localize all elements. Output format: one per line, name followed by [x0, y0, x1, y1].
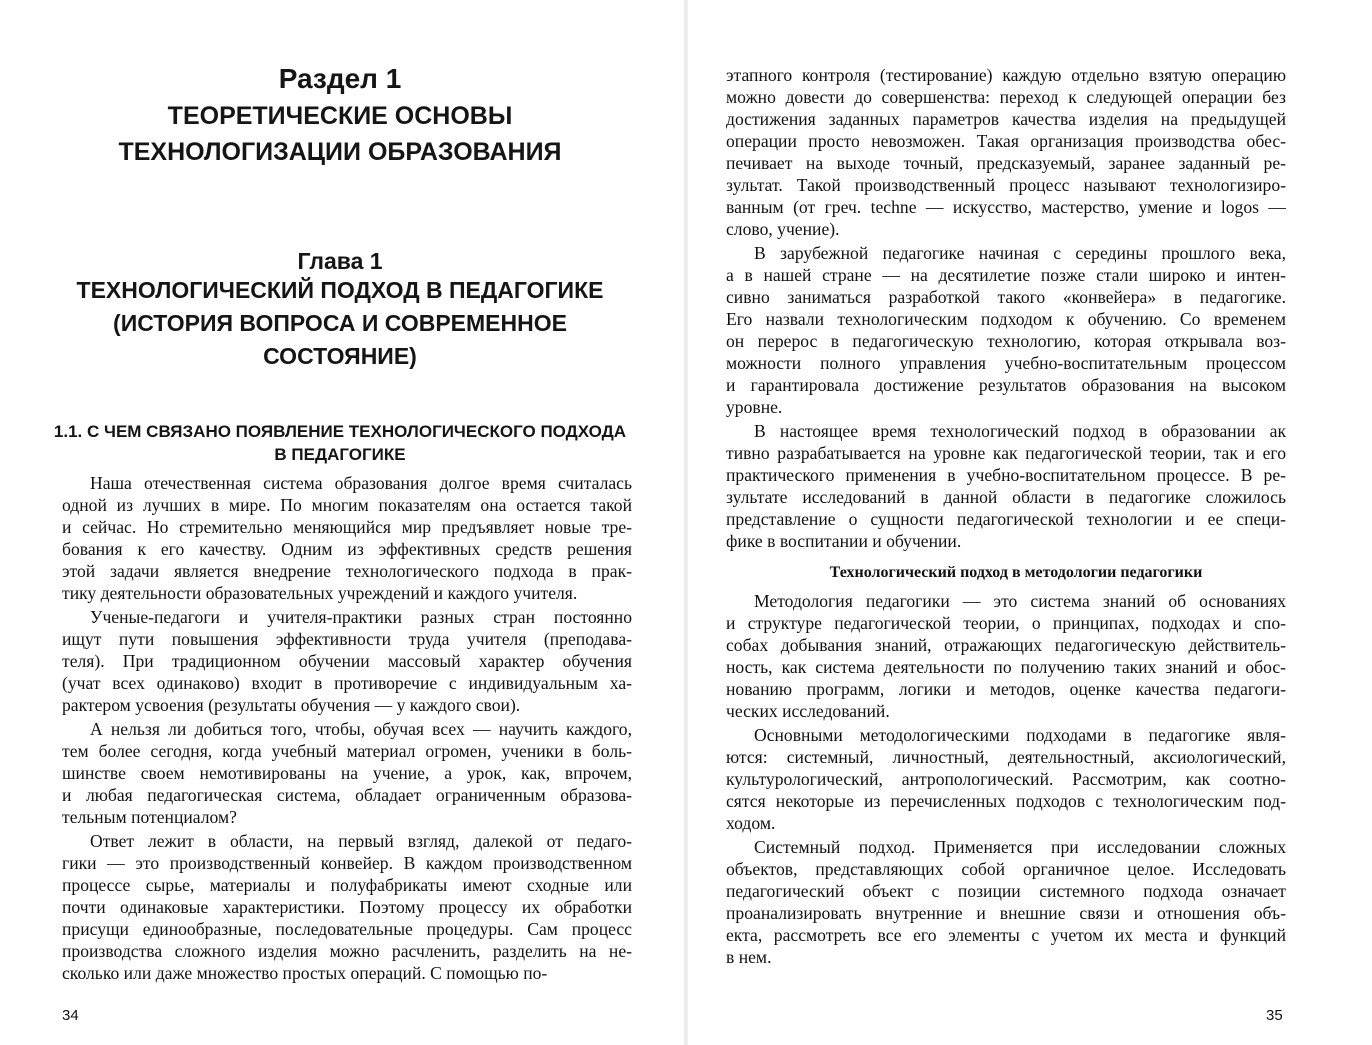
text-line: ются: системный, личностный, деятельностный, аксиологический,: [726, 747, 1286, 767]
subsection-title: [40, 420, 640, 466]
chapter-title-line: (ИСТОРИЯ ВОПРОСА И СОВРЕМЕННОЕ: [113, 310, 567, 336]
text-line: культурологический, антропологический. Рассмотрим, как соотно-: [726, 769, 1286, 789]
text-line: производства сложного изделия можно расчленить, разделить на не-: [62, 941, 632, 961]
text-line: В настоящее время технологический подход в образовании ак: [754, 421, 1286, 441]
text-line: нованию программ, логики и методов, оценке качества педагоги-: [726, 679, 1286, 699]
page-number: 34: [62, 1007, 79, 1024]
text-line: фике в воспитании и обучении.: [726, 531, 962, 551]
text-line: Ответ лежит в области, на первый взгляд, далекой от педаго-: [90, 831, 632, 851]
text-line: достижения заданных параметров качества изделия на предыдущей: [726, 109, 1286, 129]
section-number: Раздел 1: [278, 63, 402, 94]
text-line: зультате исследований в данной области в педагогике сложилось: [726, 487, 1286, 507]
subsection-heading: Технологический подход в методологии педагогики: [829, 564, 1203, 581]
text-line: присущи единообразные, последовательные процедуры. Сам процесс: [62, 919, 632, 939]
text-line: проанализировать внутренние и внешние связи и отношения объ-: [726, 903, 1286, 923]
text-line: почти одинаковые характеристики. Поэтому процессу их обработки: [62, 897, 632, 917]
text-line: можно довести до совершенства: переход к следующей операции без: [726, 87, 1286, 107]
page-number: 35: [1266, 1007, 1283, 1024]
text-line: этапного контроля (тестирование) каждую отдельно взятую операцию: [726, 65, 1286, 85]
text-line: шинстве своем немотивированы на учение, а урок, как, впрочем,: [62, 763, 632, 783]
text-line: операции просто невозможен. Такая организация производства обес-: [726, 131, 1286, 151]
text-line: тем более сегодня, когда учебный материал огромен, ученики в боль-: [62, 741, 632, 761]
text-line: екта, рассмотреть все его элементы с учетом их места и функций: [726, 925, 1286, 945]
subsection-title-line: В ПЕДАГОГИКЕ: [274, 445, 406, 464]
text-line: и сейчас. Но стремительно меняющийся мир предъявляет новые тре-: [62, 517, 632, 537]
chapter-title-line: ТЕХНОЛОГИЧЕСКИЙ ПОДХОД В ПЕДАГОГИКЕ: [76, 277, 604, 303]
right-page: [686, 0, 1372, 1045]
text-line: тивно разрабатывается на уровне как педагогической теории, так и его: [726, 443, 1286, 463]
text-line: практического применения в учебно-воспитательном процессе. В ре-: [726, 465, 1286, 485]
text-line: уровне.: [726, 397, 783, 417]
subsection-title-line: 1.1. С ЧЕМ СВЯЗАНО ПОЯВЛЕНИЕ ТЕХНОЛОГИЧЕСКОГО ПОДХОДА: [53, 422, 627, 441]
text-line: Его назвали технологическим подходом к обучению. Со временем: [726, 309, 1286, 329]
text-line: и структуре педагогической теории, о принципах, подходах и спо-: [726, 613, 1286, 633]
chapter-title: [40, 274, 640, 373]
text-line: а в нашей стране — на десятилетие позже стали широко и интен-: [726, 265, 1286, 285]
section-title: [40, 98, 640, 170]
text-line: сивно заниматься разработкой такого «конвейера» в педагогике.: [726, 287, 1286, 307]
text-line: Методология педагогики — это система знаний об основаниях: [754, 591, 1286, 611]
text-line: рактером усвоения (результаты обучения — у каждого свои).: [62, 695, 521, 715]
text-line: тику деятельности образовательных учреждений и каждого учителя.: [62, 583, 578, 603]
text-line: и гарантировала достижение результатов образования на высоком: [726, 375, 1286, 395]
text-line: в нем.: [726, 947, 772, 967]
section-title-line: ТЕХНОЛОГИЗАЦИИ ОБРАЗОВАНИЯ: [118, 138, 562, 166]
text-line: этой задачи является внедрение технологического подхода в прак-: [62, 561, 632, 581]
chapter-title-line: СОСТОЯНИЕ): [263, 343, 417, 369]
text-line: (учат всех одинаково) входит в противоречие с индивидуальным ха-: [62, 673, 632, 693]
text-line: представление о сущности педагогической технологии и ее специ-: [726, 509, 1286, 529]
text-line: Ученые-педагоги и учителя-практики разных стран постоянно: [90, 607, 632, 627]
text-line: сколько или даже множество простых операций. С помощью по-: [62, 963, 548, 983]
text-line: гики — это производственный конвейер. В каждом производственном: [62, 853, 632, 873]
text-line: зультат. Такой производственный процесс называют технологизиро-: [726, 175, 1286, 195]
text-line: теля). При традиционном обучении массовый характер обучения: [62, 651, 632, 671]
text-line: ищут пути повышения эффективности труда учителя (преподава-: [62, 629, 632, 649]
right-text-block-b: [726, 590, 1286, 968]
right-body-text: [726, 64, 1286, 968]
text-line: печивает на выходе точный, предсказуемый, заранее заданный ре-: [726, 153, 1286, 173]
text-line: ходом.: [726, 813, 776, 833]
text-line: ванным (от греч. techne — искусство, мастерство, умение и logos —: [726, 197, 1286, 217]
text-line: объектов, представляющих собой органичное целое. Исследовать: [726, 859, 1286, 879]
text-line: А нельзя ли добиться того, чтобы, обучая всех — научить каждого,: [90, 719, 632, 739]
text-line: и любая педагогическая система, обладает ограниченным образова-: [62, 785, 632, 805]
section-title-line: ТЕОРЕТИЧЕСКИЕ ОСНОВЫ: [167, 102, 513, 130]
text-line: собах добывания знаний, отражающих педагогическую действитель-: [726, 635, 1286, 655]
text-line: бования к его качеству. Одним из эффективных средств решения: [62, 539, 632, 559]
left-body-text: [62, 470, 632, 984]
text-line: Наша отечественная система образования долгое время считалась: [90, 473, 632, 493]
text-line: одной из лучших в мире. По многим показателям она остается такой: [62, 495, 632, 515]
right-text-block-a: [726, 64, 1286, 552]
text-line: Основными методологическими подходами в педагогике явля-: [754, 725, 1286, 745]
text-line: он перерос в педагогическую технологию, которая открывала воз-: [726, 331, 1286, 351]
text-line: Системный подход. Применяется при исследовании сложных: [754, 837, 1286, 857]
text-line: В зарубежной педагогике начиная с середины прошлого века,: [754, 243, 1286, 263]
chapter-number: Глава 1: [297, 248, 383, 274]
text-line: тельным потенциалом?: [62, 807, 237, 827]
text-line: ческих исследований.: [726, 701, 890, 721]
text-line: сятся некоторые из перечисленных подходов с технологическим под-: [726, 791, 1286, 811]
text-line: ность, как система деятельности по получению таких знаний и обос-: [726, 657, 1286, 677]
text-line: можности полного управления учебно-воспитательным процессом: [726, 353, 1286, 373]
text-line: слово, учение).: [726, 219, 840, 239]
text-line: процессе сырье, материалы и полуфабрикаты имеют сходные или: [62, 875, 632, 895]
text-line: педагогический объект с позиции системного подхода означает: [726, 881, 1286, 901]
